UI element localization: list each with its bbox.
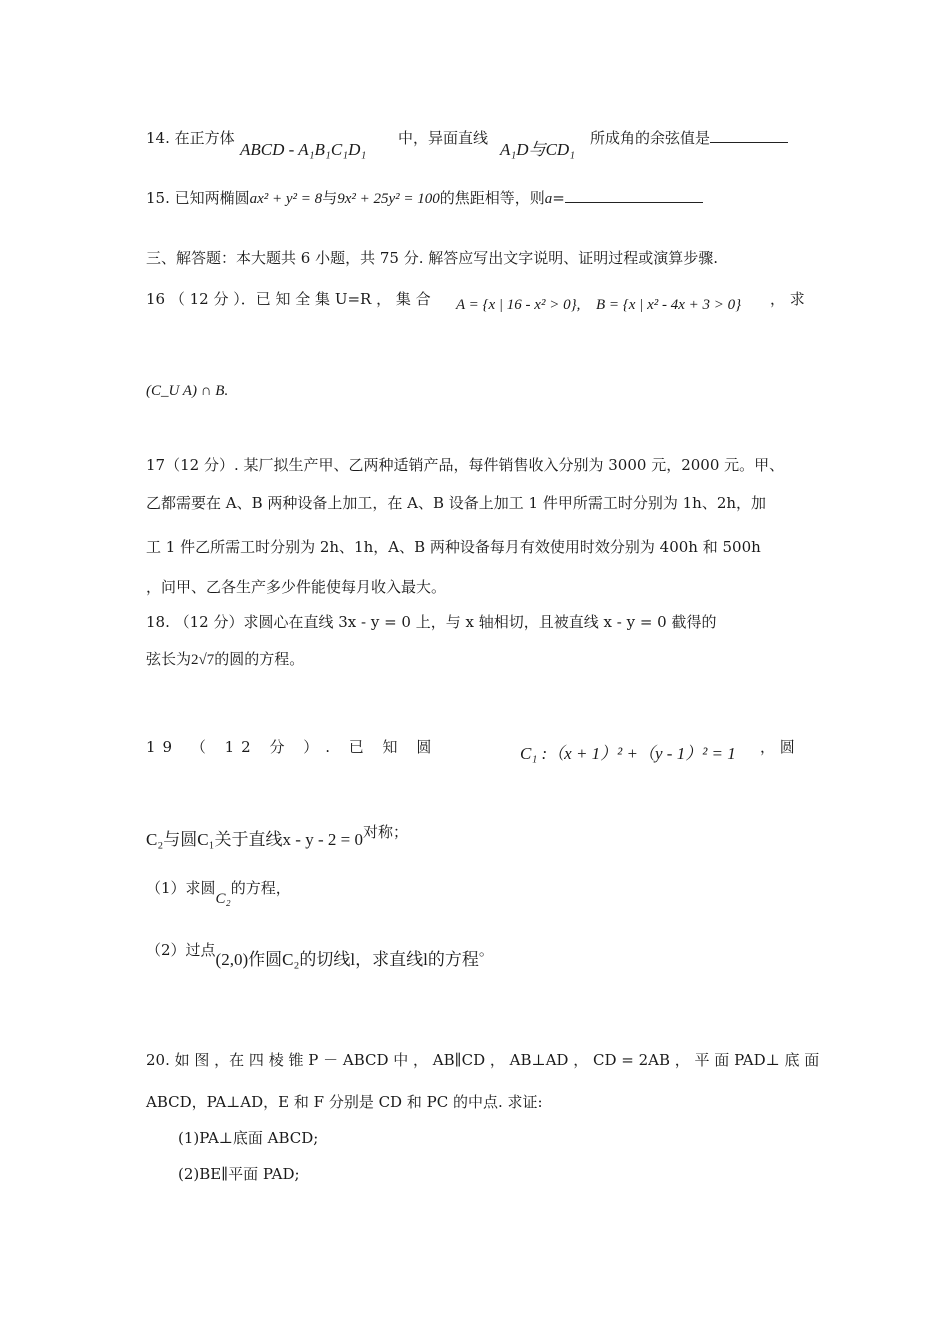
q15-and: 与 [322, 189, 338, 207]
q16-head: 16 （ 12 分 ）．已 知 全 集 U=R ， 集 合 [146, 290, 431, 308]
q17-line-3: 工 1 件乙所需工时分别为 2h、1h，A、B 两种设备每月有效使用时效分别为 400h 和 500h [146, 538, 761, 556]
q19-part-1 [146, 878, 291, 909]
q14-line [146, 128, 235, 148]
q19-head: 19 （ 12 分 ）. 已 知 圆 [146, 738, 439, 756]
q16-set-a: A = {x | 16 - x² > 0}, [456, 297, 581, 313]
q20-part-1: (1)PA⊥底面 ABCD; [178, 1129, 319, 1147]
q19-circle-eq: C₁ :（x + 1）² +（y - 1）² = 1 [520, 744, 736, 763]
q15-eq1: ax² + y² = 8 [249, 191, 323, 207]
q20-line-1: 20. 如 图 ，在 四 棱 锥 P － ABCD 中 ， AB∥CD ， AB⊥AD ， CD = 2AB ， 平 面 PAD⊥ 底 面 [146, 1051, 820, 1069]
q20-part-2: (2)BE∥平面 PAD; [178, 1165, 300, 1183]
q14-lines: A₁D与CD₁ [500, 140, 576, 159]
q19-p1-tail: 的方程， [230, 879, 291, 897]
q18-tail: 的圆的方程。 [214, 650, 305, 668]
q19-symmetry: C₂与圆C₁关于直线x - y - 2 = 0 [146, 830, 363, 849]
answer-blank [565, 188, 703, 203]
q19-p1-prefix: （1）求圆 [146, 879, 216, 897]
q19-p1-circle: C₂ [215, 891, 231, 907]
q18-chord-label: 弦长为 [146, 650, 192, 668]
q19-symmetry-tail: 对称； [362, 823, 408, 841]
q19-line-2 [146, 822, 408, 850]
q14-post-text: 所成角的余弦值是 [590, 129, 711, 147]
q15-prefix: 15. 已知两椭圆 [146, 189, 250, 207]
q15-post: 的焦距相等，则 [439, 189, 545, 207]
q19-p2-end: 。 [478, 941, 494, 959]
q20-line-2: ABCD，PA⊥AD，E 和 F 分别是 CD 和 PC 的中点. 求证: [146, 1093, 543, 1111]
q16-expr: (C_U A) ∩ B [146, 383, 225, 399]
q16-expression [146, 381, 228, 401]
q18-line-1: 18. （12 分）求圆心在直线 3x - y = 0 上，与 x 轴相切，且被直线 x - y = 0 截得的 [146, 613, 717, 631]
q17-line-1: 17（12 分）. 某厂拟生产甲、乙两种适销产品，每件销售收入分别为 3000 元，2000 元。甲、 [146, 456, 785, 474]
q14-prefix: 14. 在正方体 [146, 129, 235, 147]
q15-eqsign: = [552, 189, 565, 207]
answer-blank [710, 128, 788, 143]
q14-post [590, 128, 788, 148]
q17-line-2: 乙都需要在 A、B 两种设备上加工，在 A、B 设备上加工 1 件甲所需工时分别为 1h、2h，加 [146, 494, 767, 512]
q16-end: . [224, 383, 229, 399]
q15-line [146, 188, 703, 209]
q17-line-4: ，问甲、乙各生产多少件能使每月收入最大。 [146, 578, 447, 596]
section-heading: 三、解答题：本大题共 6 小题，共 75 分. 解答应写出文字说明、证明过程或演算步骤. [146, 249, 719, 267]
q18-line-2 [146, 649, 304, 670]
q15-eq2: 9x² + 25y² = 100 [337, 191, 440, 207]
q14-mid: 中，异面直线 [398, 129, 489, 147]
q18-chord-length: 2√7 [191, 652, 215, 668]
q19-part-2 [146, 940, 494, 970]
q19-p2-body: (2,0)作圆C₂的切线l，求直线l的方程 [215, 950, 479, 969]
q16-set-b: B = {x | x² - 4x + 3 > 0} [596, 297, 742, 313]
q16-tail: ， 求 [770, 290, 805, 308]
q19-p2-prefix: （2）过点 [146, 941, 216, 959]
q19-tail: ， 圆 [760, 738, 795, 756]
q15-var: a [544, 191, 553, 207]
q14-cube: ABCD - A₁B₁C₁D₁ [240, 140, 367, 159]
